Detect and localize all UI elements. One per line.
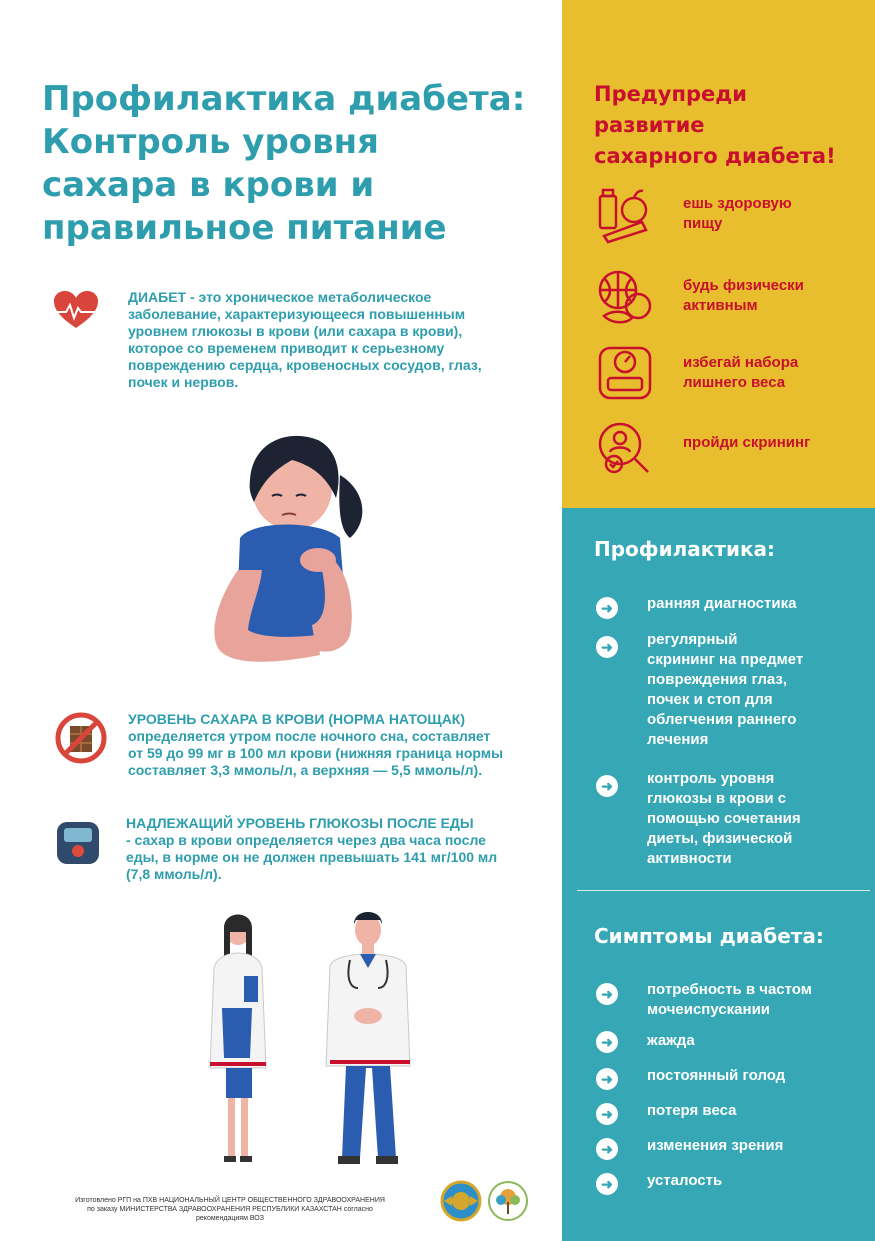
screening-icon [596,420,654,478]
prevent-item-food: ешь здоровую пищу [683,195,792,232]
fasting-sugar-info: УРОВЕНЬ САХАРА В КРОВИ (НОРМА НАТОЩАК) определяется утром после ночного сна, составляет от 59 до 99 мг в 100 мл крови (нижняя граница нормы составляет 3,3 ммоль/л, а верхняя — 5,5 ммоль/л). [128,711,504,778]
section-divider [577,890,870,891]
diabetes-definition: ДИАБЕТ - это хроническое метаболическое заболевание, характеризующееся повышенным уровнем глюкозы в крови (или сахара в крови), которое со временем приводит к серьезному повреждению сердца, кровеносных сосудов, глаз, почек и нервов. [128,289,482,390]
arrow-right-icon: ➜ [596,1103,618,1125]
arrow-right-icon: ➜ [596,983,618,1005]
symptom-item: потеря веса [647,1102,737,1119]
scale-icon [596,344,654,402]
symptoms-heading: Симптомы диабета: [594,924,824,948]
no-chocolate-icon [55,712,107,764]
symptom-item: потребность в частом мочеиспускании [647,981,812,1018]
kazakhstan-emblem-icon [440,1180,482,1222]
arrow-right-icon: ➜ [596,775,618,797]
prevent-title: Предупреди развитие сахарного диабета! [594,82,836,168]
prevent-item-activity: будь физически активным [683,277,804,314]
health-center-logo-icon [487,1180,529,1222]
arrow-right-icon: ➜ [596,1173,618,1195]
glucometer-icon [55,820,101,866]
prevention-item: регулярный скрининг на предмет повреждения глаз, почек и стоп для облегчения раннего лечения [647,631,804,748]
arrow-right-icon: ➜ [596,1068,618,1090]
symptom-item: постоянный голод [647,1067,786,1084]
prevent-item-weight: избегай набора лишнего веса [683,354,799,391]
arrow-right-icon: ➜ [596,1031,618,1053]
footer-credits: Изготовлено РГП на ПХВ НАЦИОНАЛЬНЫЙ ЦЕНТР ОБЩЕСТВЕННОГО ЗДРАВООХРАНЕНИЯ по заказу МИНИСТЕРСТВА ЗДРАВООХРАНЕНИЯ РЕСПУБЛИКИ КАЗАХСТАН согласно рекомендациям ВОЗ [75,1197,385,1222]
prevention-item: контроль уровня глюкозы в крови с помощью сочетания диеты, физической активности [647,770,801,867]
arrow-right-icon: ➜ [596,1138,618,1160]
symptom-item: изменения зрения [647,1137,784,1154]
symptom-item: жажда [647,1032,695,1049]
after-meal-info: НАДЛЕЖАЩИЙ УРОВЕНЬ ГЛЮКОЗЫ ПОСЛЕ ЕДЫ - сахар в крови определяется через два часа после еды, в норме он не должен превышать 141 мг/100 мл (7,8 ммоль/л). [126,815,498,882]
prevent-item-screening: пройди скрининг [683,434,811,451]
prevention-item: ранняя диагностика [647,595,797,612]
prevention-heading: Профилактика: [594,537,776,561]
arrow-right-icon: ➜ [596,636,618,658]
arrow-right-icon: ➜ [596,597,618,619]
symptom-item: усталость [647,1172,723,1189]
doctors-illustration [200,908,425,1170]
page-title: Профилактика диабета: Контроль уровня сахара в крови и правильное питание [42,79,526,248]
healthy-food-icon [596,186,654,244]
girl-illustration [200,420,375,685]
sports-balls-icon [596,268,654,326]
heart-pulse-icon [52,290,100,330]
